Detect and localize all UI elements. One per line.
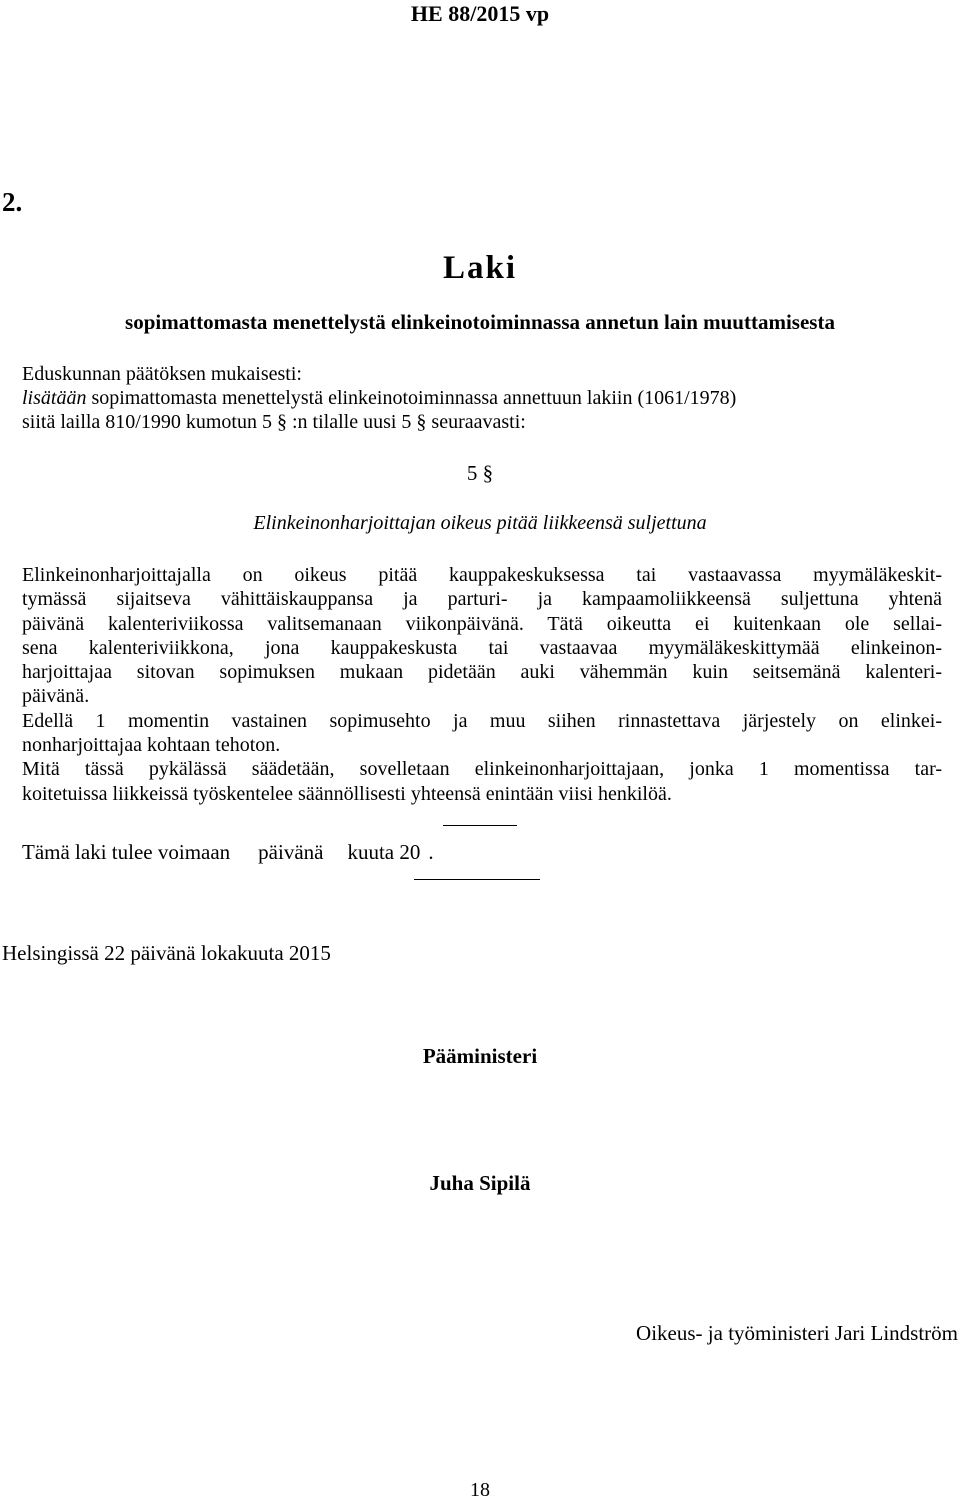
body-line: päivänä kalenteriviikossa valitsemanaan viikonpäivänä. Tätä oikeutta ei kuitenkaan ole sellai-: [22, 612, 942, 635]
section-body: [22, 563, 942, 806]
document-id: HE 88/2015 vp: [410, 1, 550, 26]
entry-into-force-part-1: Tämä laki tulee voimaan: [22, 840, 231, 864]
enactment-line-3: siitä lailla 810/1990 kumotun 5 § :n tilalle uusi 5 § seuraavasti:: [22, 411, 526, 433]
section-sign: 5 §: [466, 461, 494, 485]
body-line: päivänä.: [22, 685, 90, 708]
prime-minister-name: Juha Sipilä: [429, 1171, 531, 1195]
entry-into-force-part-4: .: [428, 840, 434, 864]
enactment-line-2-rest: sopimattomasta menettelystä elinkeinotoiminnassa annettuun lakiin (1061/1978): [86, 387, 737, 409]
entry-into-force-part-3: kuuta 20: [347, 840, 421, 864]
enactment-verb: lisätään: [22, 387, 87, 409]
enactment-line-2: [22, 386, 942, 410]
enactment-clause: [22, 362, 942, 434]
separator-rule-short: [443, 825, 517, 826]
separator-rule-long: [414, 879, 540, 880]
law-subtitle: sopimattomasta menettelystä elinkeinotoiminnassa annetun lain muuttamisesta: [125, 310, 835, 334]
signatory-role: Pääministeri: [422, 1044, 538, 1068]
enactment-line-1: Eduskunnan päätöksen mukaisesti:: [22, 363, 302, 385]
body-line: koitetuissa liikkeissä työskentelee säännöllisesti yhteensä enintään viisi henkilöä.: [22, 782, 672, 805]
law-title: Laki: [442, 250, 518, 286]
entry-into-force: [22, 840, 434, 864]
body-line: Mitä tässä pykälässä säädetään, sovelletaan elinkeinonharjoittajaan, jonka 1 momentissa tar-: [22, 758, 942, 781]
body-line: harjoittajaa sitovan sopimuksen mukaan pidetään auki vähemmän kuin seitsemänä kalenteri-: [22, 661, 942, 684]
page-number: 18: [470, 1479, 490, 1501]
entry-into-force-part-2: päivänä: [258, 840, 324, 864]
place-and-date: Helsingissä 22 päivänä lokakuuta 2015: [2, 941, 331, 965]
body-line: Edellä 1 momentin vastainen sopimusehto ja muu siihen rinnastettava järjestely on elinkei-: [22, 709, 942, 732]
countersigning-minister: Oikeus- ja työministeri Jari Lindström: [636, 1321, 958, 1345]
body-line: Elinkeinonharjoittajalla on oikeus pitää kauppakeskuksessa tai vastaavassa myymäläkeskit-: [22, 564, 942, 586]
body-line: sena kalenteriviikkona, jona kauppakeskusta tai vastaavaa myymäläkeskittymää elinkeinon-: [22, 636, 942, 659]
body-line: nonharjoittajaa kohtaan tehoton.: [22, 734, 281, 757]
section-heading: Elinkeinonharjoittajan oikeus pitää liikkeensä suljettuna: [253, 512, 707, 534]
section-number: 2.: [2, 187, 23, 217]
body-line: tymässä sijaitseva vähittäiskauppansa ja parturi- ja kampaamoliikkeensä suljettuna yhtenä: [22, 588, 942, 611]
